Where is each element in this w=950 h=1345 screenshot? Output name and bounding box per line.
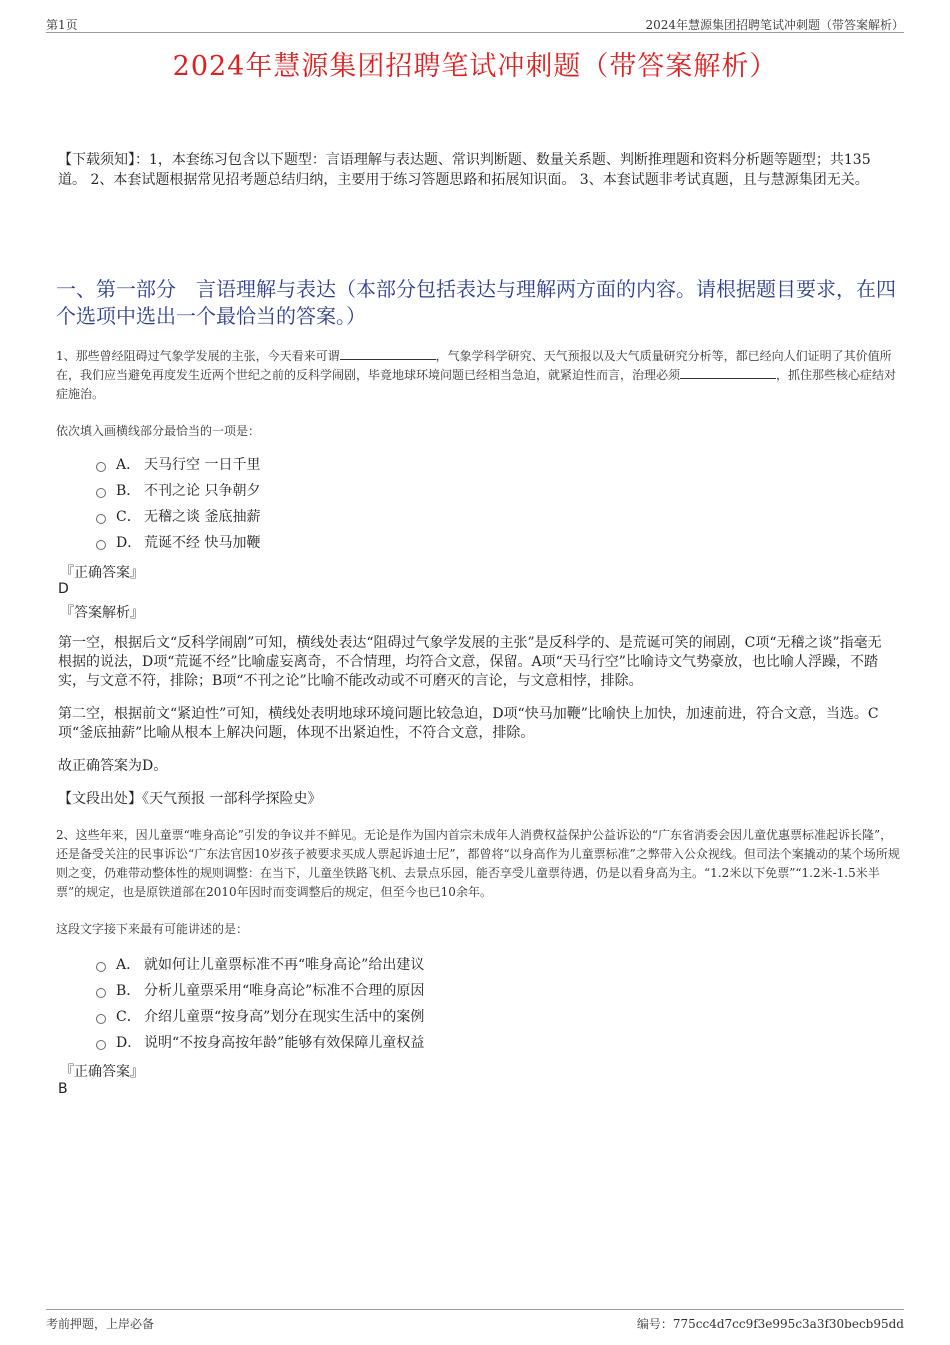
source-citation: 【文段出处】《天气预报 一部科学探险史》: [58, 791, 322, 807]
radio-icon[interactable]: [96, 540, 106, 550]
answer-value: D: [58, 581, 69, 597]
radio-icon[interactable]: [96, 1014, 106, 1024]
radio-icon[interactable]: [96, 988, 106, 998]
question-1-prompt: 依次填入画横线部分最恰当的一项是：: [56, 424, 261, 438]
analysis-conclusion: 故正确答案为D。: [58, 758, 168, 774]
page-header: [46, 14, 904, 33]
question-1-text: 1、那些曾经阻碍过气象学发展的主张，今天看来可谓 ，气象学科学研究、天气预报以及大气质量研究分析等，都已经向人们证明了其价值所在，我们应当避免再度发生近两个世纪之前的反科学闹剧，毕竟地球环境问题已经相当急迫，就紧迫性而言，治理必须 ，抓住那些核心症结对症施治。: [56, 349, 897, 401]
option-c[interactable]: C． 介绍儿童票“按身高”划分在现实生活中的案例: [96, 1004, 424, 1030]
question-2-prompt: 这段文字接下来最有可能讲述的是：: [56, 922, 249, 936]
page-footer: [46, 1309, 904, 1331]
download-notice: 【下载须知】：1，本套练习包含以下题型：言语理解与表达题、常识判断题、数量关系题、判断推理题和资料分析题等题型；共135道。 2、本套试题根据常见招考题总结归纳，主要用于练习答题思路和拓展知识面。 3、本套试题非考试真题，且与慧源集团无关。: [58, 152, 871, 188]
fill-blank-1: [340, 347, 436, 360]
option-b[interactable]: B． 分析儿童票采用“唯身高论”标准不合理的原因: [96, 978, 424, 1004]
analysis-label: 『答案解析』: [60, 605, 144, 621]
question-2-options: [96, 952, 424, 1056]
analysis-paragraph: 第一空，根据后文“反科学闹剧”可知，横线处表达“阻碍过气象学发展的主张”是反科学的、是荒诞可笑的闹剧，C项“无稽之谈”指毫无根据的说法，D项“荒诞不经”比喻虚妄离奇，不合情理，均符合文意，保留。A项“天马行空”比喻诗文气势豪放，也比喻人浮躁，不踏实，与文意不符，排除；B项“不刊之论”比喻不能改动或不可磨灭的言论，与文意相悖，排除。: [58, 635, 882, 689]
radio-icon[interactable]: [96, 462, 106, 472]
option-a[interactable]: A． 就如何让儿童票标准不再“唯身高论”给出建议: [96, 952, 424, 978]
answer-value: B: [58, 1081, 68, 1097]
option-c[interactable]: C． 无稽之谈 釜底抽薪: [96, 504, 260, 530]
header-doc-title: 2024年慧源集团招聘笔试冲刺题（带答案解析）: [645, 18, 904, 32]
radio-icon[interactable]: [96, 962, 106, 972]
page-number: 第1页: [46, 18, 78, 32]
fill-blank-2: [680, 366, 776, 379]
radio-icon[interactable]: [96, 1040, 106, 1050]
answer-label: 『正确答案』: [60, 565, 144, 581]
question-1-options: [96, 452, 260, 556]
section-heading: 一、第一部分 言语理解与表达（本部分包括表达与理解两方面的内容。请根据题目要求，在四个选项中选出一个最恰当的答案。）: [56, 277, 896, 328]
analysis-paragraph: 第二空，根据前文“紧迫性”可知，横线处表明地球环境问题比较急迫，D项“快马加鞭”比喻快上加快，加速前进，符合文意，当选。C项“釜底抽薪”比喻从根本上解决问题，体现不出紧迫性，不符合文意，排除。: [58, 706, 879, 741]
option-d[interactable]: D． 荒诞不经 快马加鞭: [96, 530, 260, 556]
question-2-text: 2、这些年来，因儿童票“唯身高论”引发的争议并不鲜见。无论是作为国内首宗未成年人消费权益保护公益诉讼的“广东省消委会因儿童优惠票标准起诉长隆”，还是备受关注的民事诉讼“广东法官因10岁孩子被要求买成人票起诉迪士尼”，都曾将“以身高作为儿童票标准”之弊带入公众视线。但司法个案撬动的某个场所规则之变，仍难带动整体性的规则调整：在当下，儿童坐铁路飞机、去景点乐园，能否享受儿童票待遇，仍是以看身高为主。“1.2米以下免票”“1.2米-1.5米半票”的规定，也是原铁道部在2010年因时而变调整后的规定，但至今也已10余年。: [56, 828, 900, 899]
document-title: 2024年慧源集团招聘笔试冲刺题（带答案解析）: [172, 51, 778, 82]
option-d[interactable]: D． 说明“不按身高按年龄”能够有效保障儿童权益: [96, 1030, 424, 1056]
document-id: 编号：775cc4d7cc9f3e995c3a3f30becb95dd: [636, 1317, 904, 1331]
radio-icon[interactable]: [96, 514, 106, 524]
radio-icon[interactable]: [96, 488, 106, 498]
footer-slogan: 考前押题，上岸必备: [46, 1317, 155, 1331]
option-b[interactable]: B． 不刊之论 只争朝夕: [96, 478, 260, 504]
answer-label: 『正确答案』: [60, 1064, 144, 1080]
option-a[interactable]: A． 天马行空 一日千里: [96, 452, 260, 478]
